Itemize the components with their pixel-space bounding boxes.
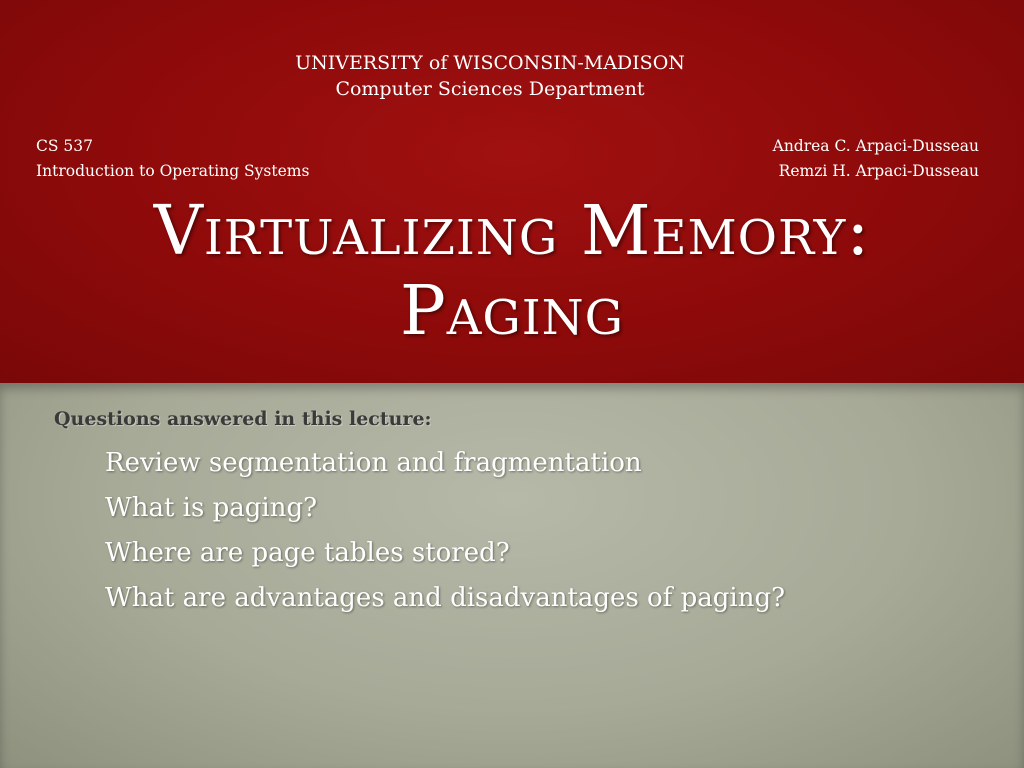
course-info <box>36 134 309 184</box>
slide-title-line-1: Virtualizing Memory: <box>153 192 871 271</box>
list-item: What is paging? <box>105 493 318 523</box>
list-item: Where are page tables stored? <box>105 538 510 568</box>
course-number: CS 537 <box>36 137 93 155</box>
questions-list <box>105 441 785 621</box>
author-name: Remzi H. Arpaci-Dusseau <box>778 162 979 180</box>
university-name: UNIVERSITY of WISCONSIN-MADISON <box>295 52 685 74</box>
institution-block <box>0 50 980 102</box>
list-item: Review segmentation and fragmentation <box>105 448 642 478</box>
authors-block <box>773 134 979 184</box>
list-item: What are advantages and disadvantages of paging? <box>105 583 786 613</box>
slide-title-line-2: Paging <box>399 272 625 351</box>
department-name: Computer Sciences Department <box>335 78 645 100</box>
questions-heading: Questions answered in this lecture: <box>54 408 432 430</box>
slide-title <box>0 192 1024 352</box>
course-name: Introduction to Operating Systems <box>36 162 310 180</box>
author-name: Andrea C. Arpaci-Dusseau <box>772 137 979 155</box>
